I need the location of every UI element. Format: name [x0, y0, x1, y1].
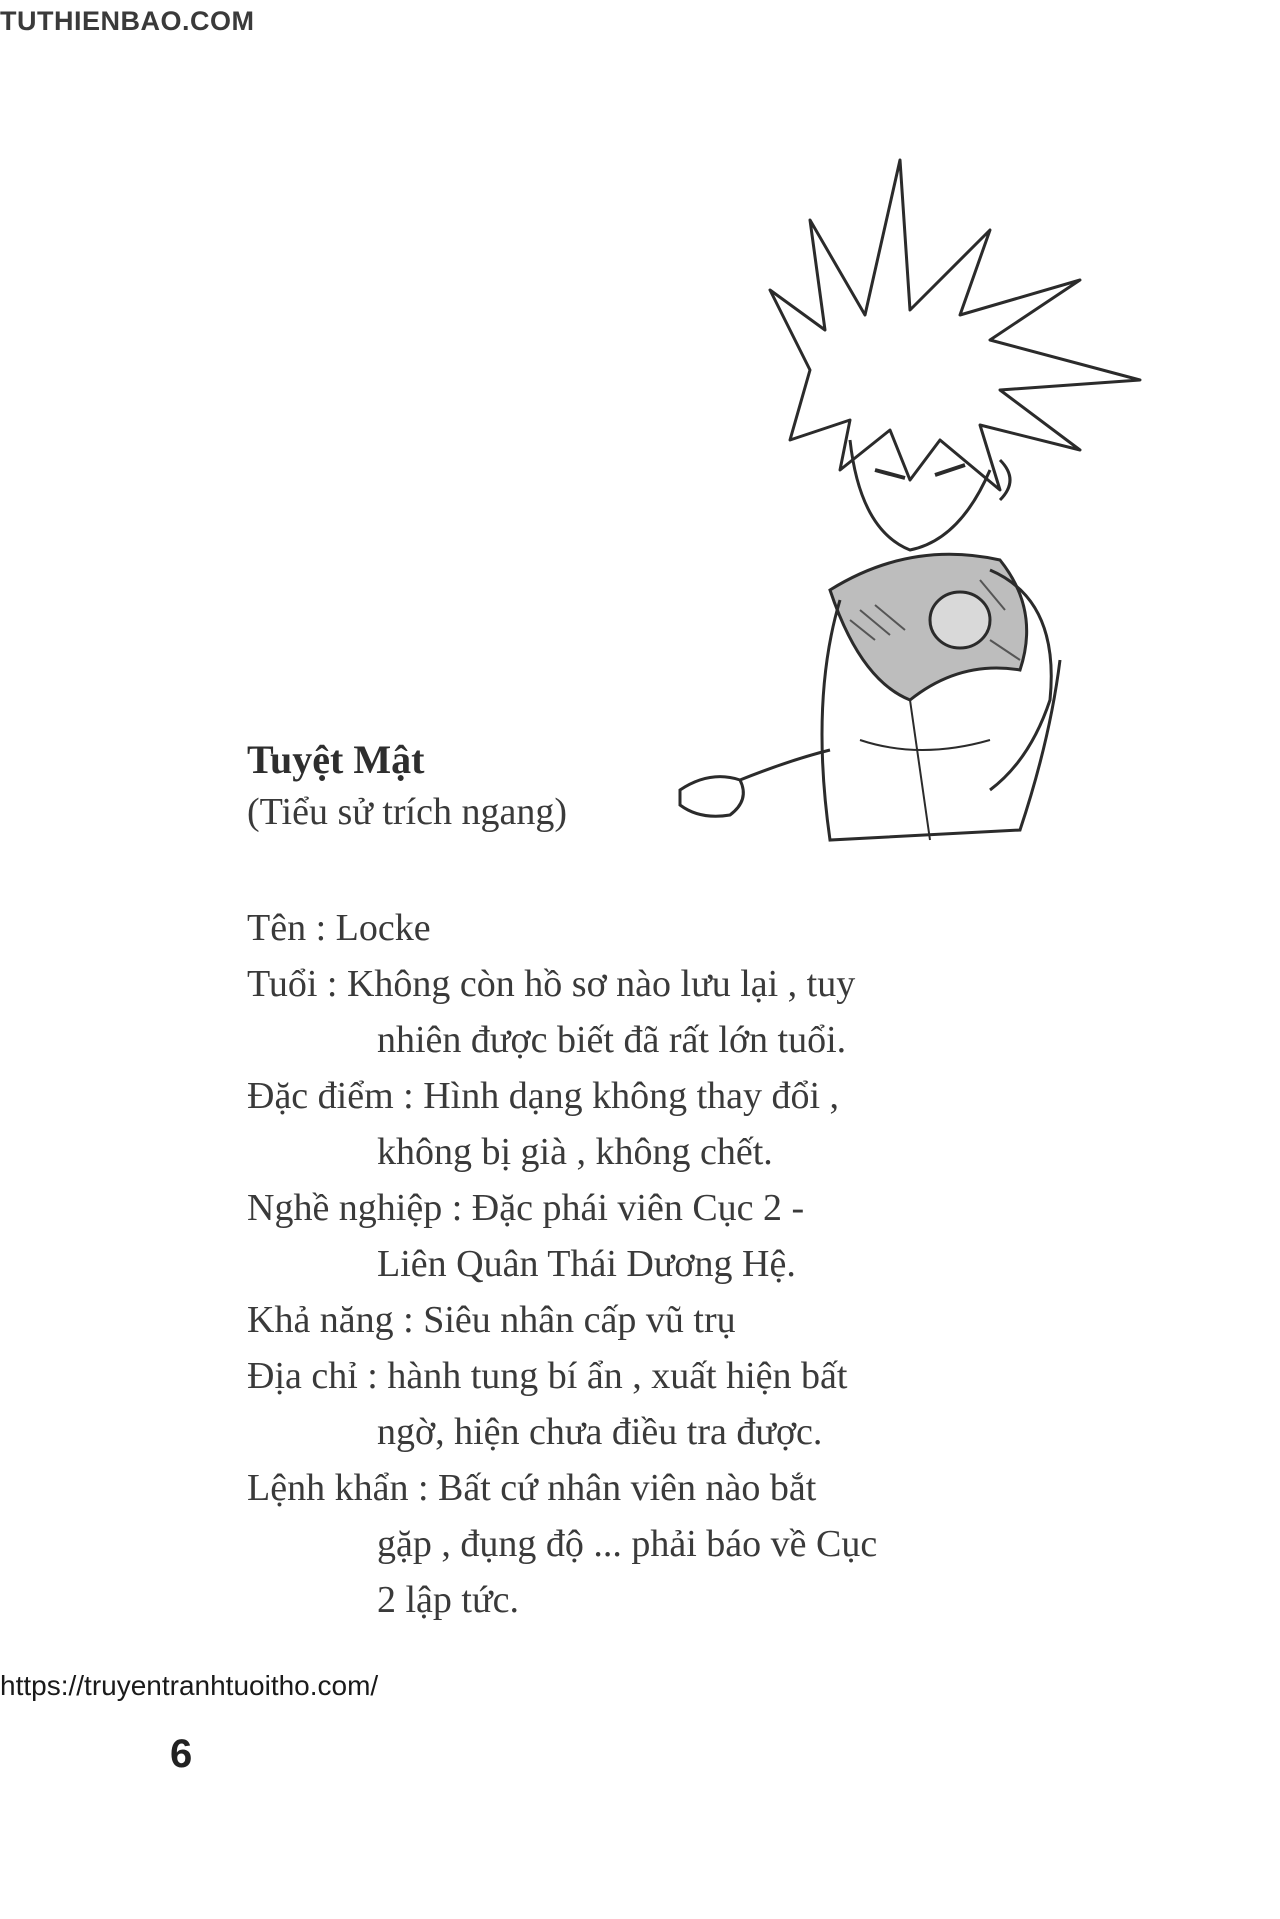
biography-block [247, 900, 987, 1628]
bio-traits-line-cont: không bị già , không chết. [377, 1131, 773, 1173]
bio-age-line: Tuổi : Không còn hồ sơ nào lưu lại , tuy [247, 963, 856, 1005]
bio-occupation-line: Nghề nghiệp : Đặc phái viên Cục 2 - [247, 1187, 805, 1229]
bio-name-line: Tên : Locke [247, 907, 431, 949]
bio-age-line-cont: nhiên được biết đã rất lớn tuổi. [377, 1019, 847, 1061]
page-number: 6 [170, 1732, 193, 1776]
site-watermark-top: TUTHIENBAO.COM [0, 6, 255, 36]
site-watermark-bottom: https://truyentranhtuoitho.com/ [0, 1670, 379, 1701]
page-heading: Tuyệt Mật [247, 737, 425, 782]
bio-order-line-cont: gặp , đụng độ ... phải báo về Cục [377, 1523, 878, 1565]
bio-order-line-cont-2: 2 lập tức. [377, 1579, 519, 1621]
page-subheading: (Tiểu sử trích ngang) [247, 791, 567, 833]
bio-ability-line: Khả năng : Siêu nhân cấp vũ trụ [247, 1299, 736, 1341]
bio-occupation-line-cont: Liên Quân Thái Dương Hệ. [377, 1243, 796, 1285]
bio-address-line-cont: ngờ, hiện chưa điều tra được. [377, 1411, 823, 1453]
bio-order-line: Lệnh khẩn : Bất cứ nhân viên nào bắt [247, 1467, 817, 1509]
bio-traits-line: Đặc điểm : Hình dạng không thay đổi , [247, 1075, 840, 1117]
bio-address-line: Địa chỉ : hành tung bí ẩn , xuất hiện bất [247, 1355, 848, 1397]
character-sketch-illustration [660, 140, 1180, 860]
